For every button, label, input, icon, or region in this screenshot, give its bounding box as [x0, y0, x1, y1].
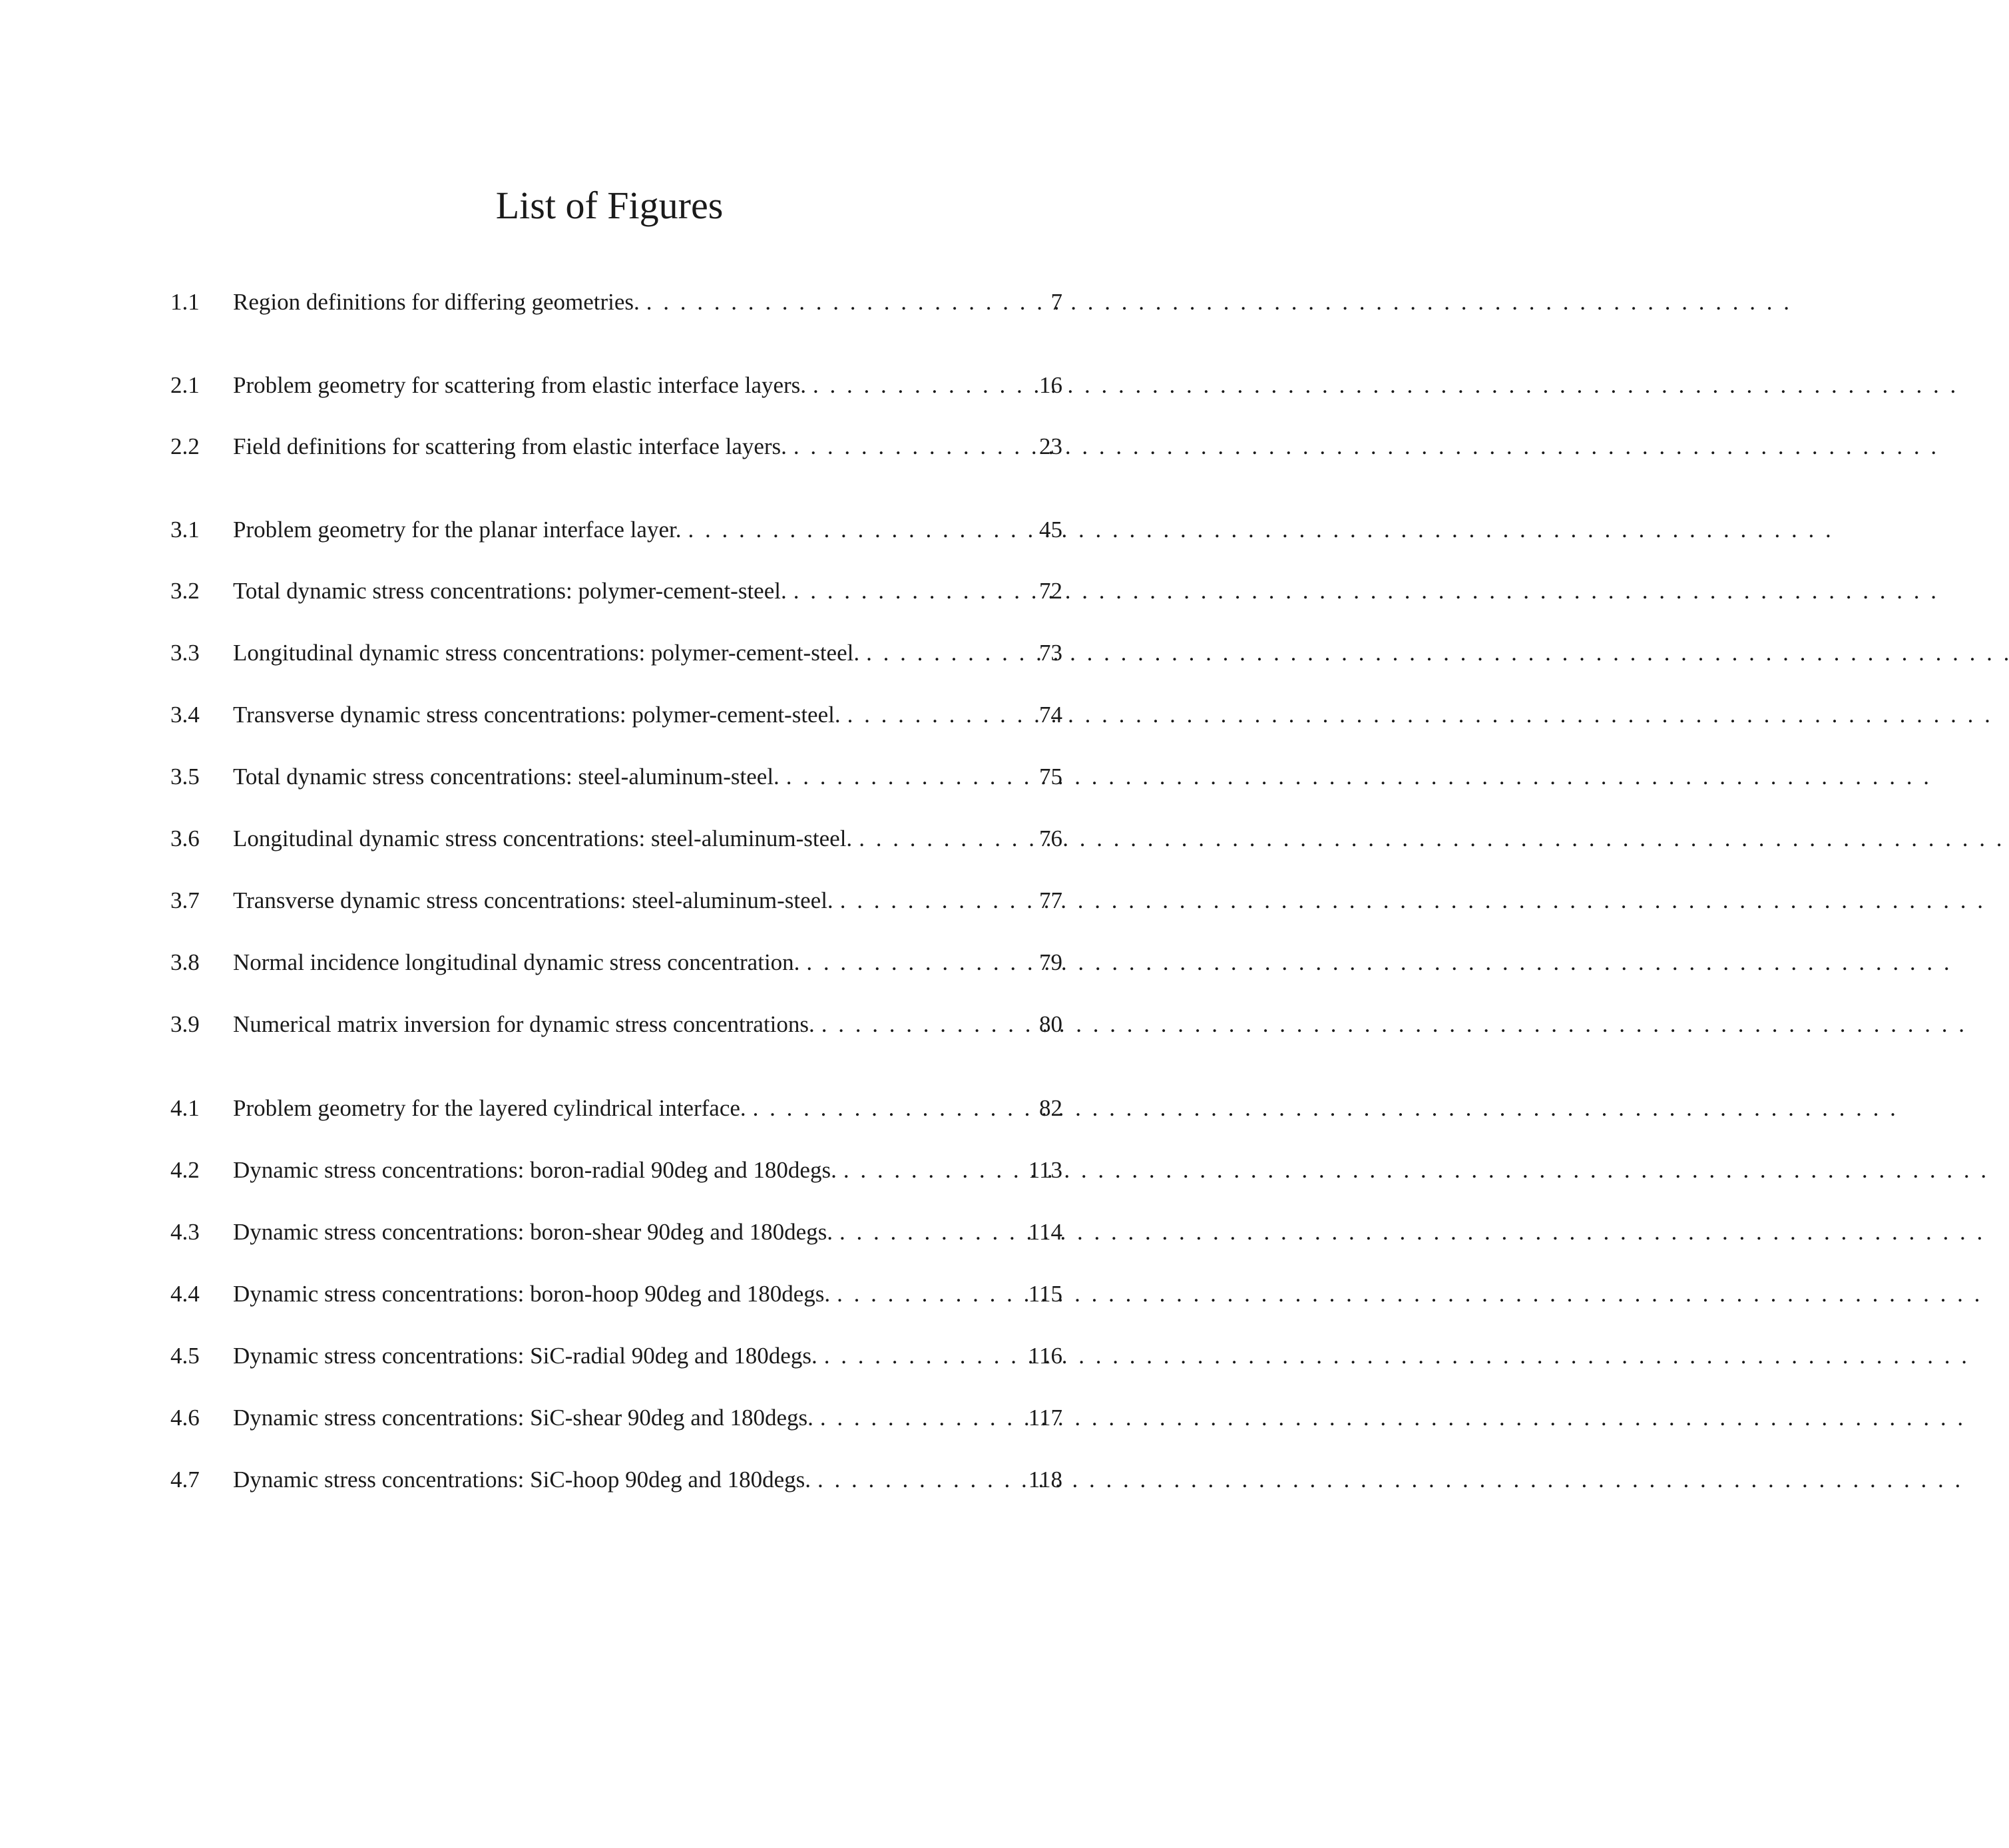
figure-caption: Dynamic stress concentrations: boron-hoop 90deg and 180degs. [233, 1281, 831, 1307]
dot-leader [817, 1339, 1021, 1373]
page-number: 75 [1039, 764, 1062, 790]
page-number: 118 [1028, 1467, 1062, 1493]
figure-caption: Transverse dynamic stress concentrations: steel-aluminum-steel. [233, 887, 833, 913]
dot-leader [859, 636, 1021, 670]
figure-number: 3.3 [170, 640, 200, 666]
list-item [170, 1154, 1062, 1187]
dot-leader [780, 760, 1021, 794]
figure-number: 3.8 [170, 949, 200, 975]
figure-caption: Longitudinal dynamic stress concentrations: polymer-cement-steel. [233, 640, 860, 666]
list-item [170, 1216, 1062, 1249]
list-item [170, 760, 1062, 794]
page-title: List of Figures [495, 184, 724, 227]
list-item [170, 946, 1062, 979]
figure-number: 3.4 [170, 702, 200, 728]
page-number: 113 [1028, 1157, 1062, 1183]
list-item [170, 1463, 1062, 1497]
list-item [170, 1401, 1062, 1435]
dot-leader [806, 369, 1021, 402]
figure-number: 4.4 [170, 1281, 200, 1307]
figure-caption: Dynamic stress concentrations: SiC-hoop 90deg and 180degs. [233, 1467, 811, 1493]
figure-caption: Field definitions for scattering from elastic interface layers. [233, 433, 787, 459]
dot-leader [787, 430, 1021, 463]
list-item [170, 1008, 1062, 1041]
figure-number: 4.1 [170, 1095, 200, 1121]
page-number: 82 [1039, 1095, 1062, 1121]
dot-leader [837, 1154, 1021, 1187]
list-item [170, 286, 1062, 319]
dot-leader [640, 286, 1021, 319]
figure-number: 1.1 [170, 289, 200, 315]
list-item [170, 822, 1062, 855]
figure-caption: Problem geometry for the layered cylindrical interface. [233, 1095, 746, 1121]
dot-leader [833, 884, 1021, 917]
list-item [170, 636, 1062, 670]
figure-number: 3.7 [170, 887, 200, 913]
figure-number: 2.2 [170, 433, 200, 459]
page-number: 80 [1039, 1011, 1062, 1037]
figure-caption: Dynamic stress concentrations: SiC-radial 90deg and 180degs. [233, 1343, 817, 1369]
list-item [170, 369, 1062, 402]
dot-leader [813, 1401, 1021, 1435]
figure-number: 4.7 [170, 1467, 200, 1493]
page-number: 7 [1050, 289, 1062, 315]
page-number: 72 [1039, 578, 1062, 604]
figure-number: 3.9 [170, 1011, 200, 1037]
figure-caption: Normal incidence longitudinal dynamic stress concentration. [233, 949, 800, 975]
figure-number: 3.6 [170, 825, 200, 851]
list-item [170, 513, 1062, 547]
figure-number: 4.6 [170, 1405, 200, 1431]
page-number: 76 [1039, 825, 1062, 851]
dot-leader [830, 1277, 1021, 1311]
page-number: 45 [1039, 517, 1062, 543]
page-number: 117 [1028, 1405, 1062, 1431]
figure-number: 3.1 [170, 517, 200, 543]
list-item [170, 1277, 1062, 1311]
figure-caption: Dynamic stress concentrations: SiC-shear 90deg and 180degs. [233, 1405, 813, 1431]
dot-leader [815, 1008, 1021, 1041]
page-number: 115 [1028, 1281, 1062, 1307]
list-item [170, 698, 1062, 732]
page-number: 74 [1039, 702, 1062, 728]
figure-caption: Dynamic stress concentrations: boron-shear 90deg and 180degs. [233, 1219, 833, 1245]
figure-number: 2.1 [170, 372, 200, 398]
dot-leader [681, 513, 1021, 547]
dot-leader [811, 1463, 1021, 1497]
page-number: 73 [1039, 640, 1062, 666]
figure-caption: Transverse dynamic stress concentrations: polymer-cement-steel. [233, 702, 841, 728]
dot-leader [833, 1216, 1021, 1249]
figure-number: 4.3 [170, 1219, 200, 1245]
figure-caption: Problem geometry for scattering from elastic interface layers. [233, 372, 807, 398]
dot-leader [841, 698, 1021, 732]
figure-number: 4.5 [170, 1343, 200, 1369]
figure-caption: Dynamic stress concentrations: boron-radial 90deg and 180degs. [233, 1157, 837, 1183]
dot-leader [852, 822, 1021, 855]
list-item [170, 575, 1062, 608]
figure-number: 3.5 [170, 764, 200, 790]
page-number: 23 [1039, 433, 1062, 459]
figure-caption: Numerical matrix inversion for dynamic stress concentrations. [233, 1011, 815, 1037]
list-item [170, 884, 1062, 917]
figure-caption: Total dynamic stress concentrations: polymer-cement-steel. [233, 578, 787, 604]
dot-leader [787, 575, 1021, 608]
figure-number: 3.2 [170, 578, 200, 604]
list-item [170, 1092, 1062, 1125]
figure-caption: Problem geometry for the planar interface layer. [233, 517, 682, 543]
page-number: 16 [1039, 372, 1062, 398]
list-item [170, 1339, 1062, 1373]
page-number: 79 [1039, 949, 1062, 975]
figure-caption: Region definitions for differing geometries. [233, 289, 640, 315]
figure-caption: Longitudinal dynamic stress concentrations: steel-aluminum-steel. [233, 825, 853, 851]
list-item [170, 430, 1062, 463]
page-number: 114 [1028, 1219, 1062, 1245]
figure-caption: Total dynamic stress concentrations: steel-aluminum-steel. [233, 764, 780, 790]
dot-leader [799, 946, 1021, 979]
page-number: 116 [1028, 1343, 1062, 1369]
dot-leader [746, 1092, 1021, 1125]
figure-number: 4.2 [170, 1157, 200, 1183]
page-number: 77 [1039, 887, 1062, 913]
